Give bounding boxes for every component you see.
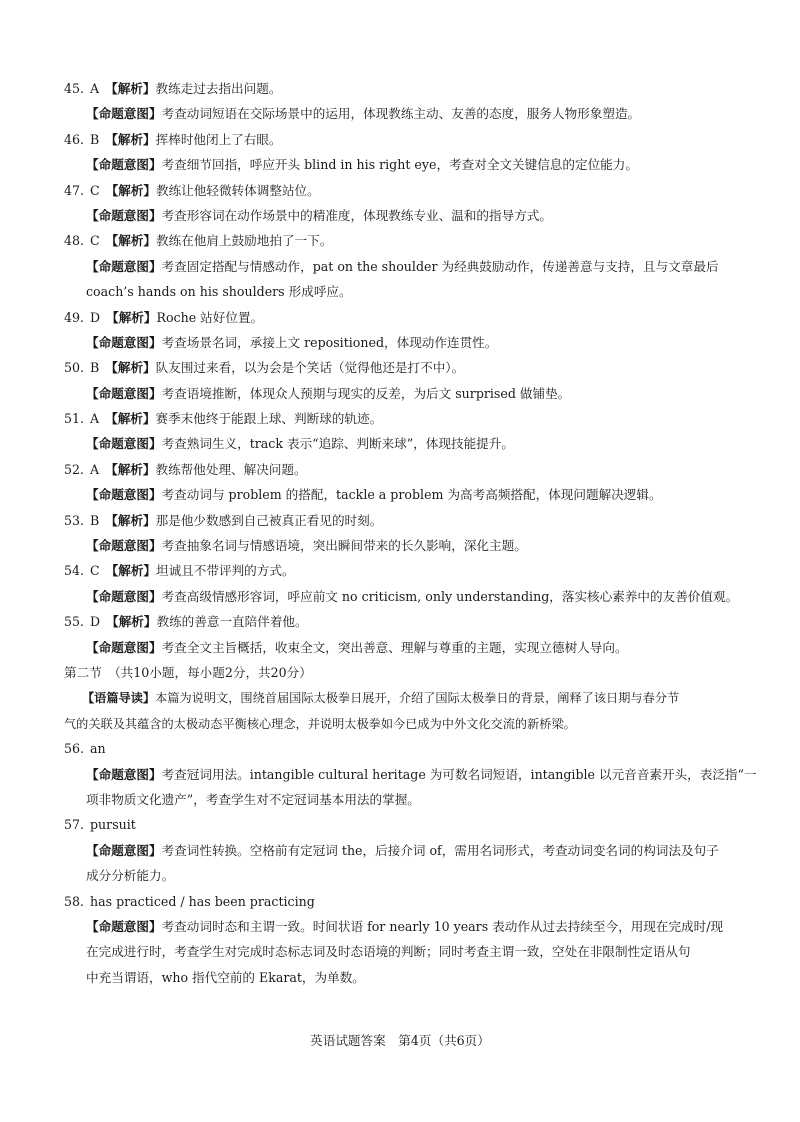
- intent-line: [64, 789, 744, 811]
- question-number: 51.: [64, 411, 85, 427]
- intent-line: [64, 383, 744, 405]
- answer-word: an: [90, 741, 106, 757]
- intent-text: 考查全文主旨概括，收束全文，突出善意、理解与尊重的主题，实现立德树人导向。: [161, 639, 628, 655]
- analysis-tag: 【解析】: [105, 360, 156, 376]
- intent-line: [64, 256, 744, 278]
- analysis-text: 教练的善意一直陪伴着他。: [156, 614, 308, 630]
- intent-tag: 【命题意图】: [86, 157, 162, 173]
- analysis-text: 那是他少数感到自己被真正看见的时刻。: [155, 512, 383, 528]
- answer-line: [64, 307, 744, 329]
- analysis-text: 坦诚且不带评判的方式。: [156, 563, 295, 579]
- question-number: 47.: [64, 182, 85, 198]
- answer-line: [64, 611, 744, 633]
- question-number: 57.: [64, 817, 85, 833]
- intent-tag: 【命题意图】: [86, 487, 162, 503]
- answer-choice: C: [90, 563, 100, 579]
- answer-choice: C: [90, 233, 100, 249]
- intent-text: 考查动词与 problem 的搭配，tackle a problem 为高考高频搭配，体现问题解决逻辑。: [161, 487, 662, 503]
- intent-line: [64, 332, 744, 354]
- intent-line: [64, 764, 757, 786]
- analysis-tag: 【解析】: [105, 411, 156, 427]
- intent-text: 考查词性转换。空格前有定冠词 the，后接介词 of，需用名词形式，考查动词变名词的构词法及句子: [161, 842, 719, 858]
- analysis-tag: 【解析】: [105, 233, 157, 249]
- intent-text: 考查形容词在动作场景中的精准度，体现教练专业、温和的指导方式。: [161, 207, 552, 223]
- question-number: 55.: [64, 614, 85, 630]
- answer-line: [64, 510, 744, 532]
- intent-text: 考查抽象名词与情感语境，突出瞬间带来的长久影响，深化主题。: [161, 538, 527, 554]
- analysis-text: 赛季末他终于能跟上球、判断球的轨迹。: [155, 411, 383, 427]
- answer-line: [64, 891, 744, 913]
- analysis-text: 教练帮他处理、解决问题。: [155, 461, 307, 477]
- intent-text: 考查语境推断，体现众人预期与现实的反差，为后文 surprised 做铺垫。: [161, 385, 571, 401]
- answer-line: [64, 180, 744, 202]
- page-footer: 英语试题答案 第4页（共6页）: [310, 1033, 490, 1048]
- analysis-text: 挥棒时他闭上了右眼。: [155, 131, 282, 147]
- question-number: 58.: [64, 893, 85, 909]
- intent-line: [64, 586, 744, 608]
- intent-line: [64, 484, 744, 506]
- intent-line: [64, 433, 744, 455]
- answer-line: [64, 814, 744, 836]
- question-number: 49.: [64, 309, 85, 325]
- intent-text: coach’s hands on his shoulders 形成呼应。: [86, 284, 352, 300]
- intent-tag: 【命题意图】: [86, 385, 162, 401]
- intent-text: 考查熟词生义，track 表示“追踪、判断来球”，体现技能提升。: [161, 436, 514, 452]
- analysis-tag: 【解析】: [105, 81, 156, 96]
- intent-line: [64, 941, 744, 963]
- intent-tag: 【命题意图】: [86, 538, 162, 554]
- question-number: 56.: [64, 741, 85, 757]
- intent-line: [64, 281, 744, 303]
- question-number: 54.: [64, 563, 85, 579]
- question-number: 52.: [64, 461, 85, 477]
- intent-text: 考查场景名词，承接上文 repositioned，体现动作连贯性。: [161, 334, 498, 350]
- intent-text: 考查高级情感形容词，呼应前文 no criticism, only understanding，落实核心素养中的友善价值观。: [161, 588, 739, 604]
- answer-line: [64, 738, 744, 760]
- answer-line: [64, 408, 744, 430]
- answer-choice: D: [90, 614, 101, 630]
- guide-tag: 【语篇导读】: [82, 691, 156, 706]
- guide-text: 气的关联及其蕴含的太极动态平衡核心理念，并说明太极拳如今已成为中外文化交流的新桥梁。: [64, 716, 576, 731]
- guide-text: 本篇为说明文，围绕首届国际太极拳日展开，介绍了国际太极拳日的背景，阐释了该日期与春分节: [155, 691, 680, 706]
- intent-tag: 【命题意图】: [86, 106, 162, 122]
- analysis-tag: 【解析】: [106, 614, 157, 630]
- intent-line: [64, 205, 744, 227]
- intent-line: [64, 967, 744, 989]
- intent-text: 考查冠词用法。intangible cultural heritage 为可数名词短语，intangible 以元音音素开头，表泛指“一: [161, 766, 757, 782]
- intent-line: [64, 103, 744, 125]
- intent-text: 考查细节回指，呼应开头 blind in his right eye，考查对全文关键信息的定位能力。: [161, 157, 638, 173]
- answer-choice: A: [90, 461, 100, 477]
- question-number: 46.: [64, 131, 85, 147]
- analysis-text: 教练走过去指出问题。: [155, 81, 282, 96]
- analysis-text: 教练在他肩上鼓励地拍了一下。: [156, 233, 333, 249]
- intent-text: 考查动词短语在交际场景中的运用，体现教练主动、友善的态度，服务人物形象塑造。: [161, 106, 641, 122]
- guide-line: [64, 687, 744, 709]
- intent-text: 在完成进行时，考查学生对完成时态标志词及时态语境的判断；同时考查主谓一致，空处在非限制性定语从句: [86, 944, 691, 960]
- intent-tag: 【命题意图】: [86, 207, 162, 223]
- intent-tag: 【命题意图】: [86, 842, 162, 858]
- intent-tag: 【命题意图】: [86, 334, 162, 350]
- answer-line: [64, 78, 744, 100]
- analysis-tag: 【解析】: [105, 131, 156, 147]
- intent-tag: 【命题意图】: [86, 918, 162, 934]
- analysis-tag: 【解析】: [105, 512, 156, 528]
- intent-text: 成分分析能力。: [86, 868, 175, 884]
- answer-choice: C: [90, 182, 100, 198]
- answer-line: [64, 560, 744, 582]
- answer-choice: A: [90, 411, 100, 427]
- analysis-text: 教练让他轻微转体调整站位。: [156, 182, 320, 198]
- intent-tag: 【命题意图】: [86, 436, 162, 452]
- intent-text: 考查动词时态和主谓一致。时间状语 for nearly 10 years 表动作从过去持续至今，用现在完成时/现: [161, 918, 724, 934]
- intent-line: [64, 637, 744, 659]
- intent-tag: 【命题意图】: [86, 766, 162, 782]
- analysis-tag: 【解析】: [105, 461, 156, 477]
- intent-text: 中充当谓语，who 指代空前的 Ekarat，为单数。: [86, 969, 365, 985]
- answer-word: has practiced / has been practicing: [90, 893, 315, 909]
- question-number: 53.: [64, 512, 85, 528]
- analysis-tag: 【解析】: [105, 563, 157, 579]
- analysis-text: 队友围过来看，以为会是个笑话（觉得他还是打不中）。: [155, 360, 465, 376]
- intent-line: [64, 535, 744, 557]
- intent-tag: 【命题意图】: [86, 258, 162, 274]
- answer-choice: D: [90, 309, 101, 325]
- intent-line: [64, 916, 744, 938]
- analysis-tag: 【解析】: [105, 182, 157, 198]
- answer-choice: B: [90, 131, 100, 147]
- intent-text: 项非物质文化遗产”，考查学生对不定冠词基本用法的掌握。: [86, 791, 420, 807]
- answer-line: [64, 129, 744, 151]
- intent-line: [64, 865, 744, 887]
- question-number: 45.: [64, 81, 85, 96]
- question-number: 50.: [64, 360, 85, 376]
- intent-line: [64, 840, 744, 862]
- intent-tag: 【命题意图】: [86, 588, 162, 604]
- question-number: 48.: [64, 233, 85, 249]
- answer-choice: B: [90, 360, 100, 376]
- analysis-text: Roche 站好位置。: [156, 309, 264, 325]
- answer-line: [64, 459, 744, 481]
- answer-line: [64, 357, 744, 379]
- analysis-tag: 【解析】: [106, 309, 157, 325]
- answer-line: [64, 230, 744, 252]
- guide-line: [64, 713, 744, 735]
- answer-word: pursuit: [90, 817, 136, 833]
- answer-choice: A: [90, 81, 100, 96]
- answer-choice: B: [90, 512, 100, 528]
- intent-tag: 【命题意图】: [86, 639, 162, 655]
- intent-line: [64, 154, 744, 176]
- section-heading: 第二节 （共10小题，每小题2分，共20分）: [64, 664, 312, 680]
- page-content: [64, 78, 757, 992]
- intent-text: 考查固定搭配与情感动作，pat on the shoulder 为经典鼓励动作，传递善意与支持，且与文章最后: [161, 258, 719, 274]
